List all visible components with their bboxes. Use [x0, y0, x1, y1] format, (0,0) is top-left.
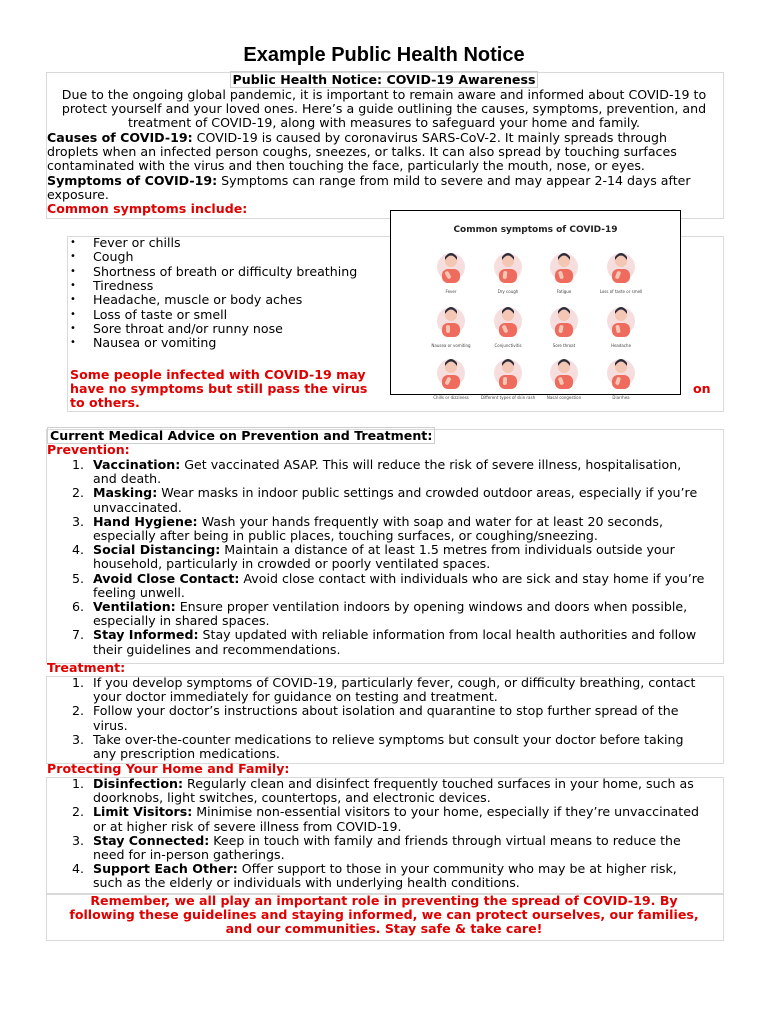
list-item-line: and death.	[93, 471, 162, 487]
infographic-label: Nasal congestion	[546, 395, 582, 400]
person-illustration-icon	[549, 353, 579, 393]
list-item-line: need for in-person gatherings.	[93, 847, 285, 862]
causes-line-2: droplets when an infected person coughs, sneezes, or talks. It can also spread by touching surfaces	[47, 144, 677, 159]
person-illustration-icon	[606, 301, 636, 341]
notice-header-text: Public Health Notice: COVID-19 Awareness	[230, 71, 539, 88]
treatment-label: Treatment:	[47, 660, 126, 675]
symptom-item: Headache, muscle or body aches	[93, 292, 303, 308]
list-item-term: Ventilation:	[93, 599, 176, 614]
list-number: 1.	[71, 776, 84, 791]
common-symptoms-label: Common symptoms include:	[47, 201, 248, 216]
bullet-icon: •	[70, 237, 76, 248]
symptoms-infographic	[390, 210, 681, 400]
list-item-line	[93, 834, 681, 848]
list-number: 2.	[71, 485, 84, 501]
bullet-icon: •	[70, 308, 76, 320]
asymptomatic-note-2: have no symptoms but still pass the virus	[70, 381, 368, 396]
list-item-text: Stay updated with reliable information from local health authorities and follow	[198, 627, 697, 643]
list-item-line: their guidelines and recommendations.	[93, 641, 341, 657]
person-illustration-icon	[493, 301, 523, 341]
list-item-line: especially after being in public places, touching surfaces, or coughing/sneezing.	[93, 528, 598, 543]
closing-line-3: and our communities. Stay safe & take care!	[225, 921, 543, 936]
infographic-label: Nausea or vomiting	[431, 343, 471, 348]
list-number: 6.	[71, 599, 84, 614]
causes-line-3: contaminated with the virus and then touching the face, particularly the mouth, nose, or eyes.	[47, 158, 645, 173]
list-number: 5.	[71, 570, 84, 586]
list-item-line	[93, 458, 681, 472]
bullet-icon: •	[70, 337, 76, 349]
list-item-line	[93, 862, 677, 876]
infographic-label: Different types of skin rash	[480, 395, 536, 400]
intro-line-3: treatment of COVID-19, along with measures to safeguard your home and family.	[127, 115, 641, 130]
list-item-line: doorknobs, light switches, countertops, and electronic devices.	[93, 790, 491, 806]
list-item-line	[93, 600, 687, 614]
causes-text-1: COVID-19 is caused by coronavirus SARS-CoV-2. It mainly spreads through	[192, 130, 667, 145]
infographic-label: Dry cough	[497, 289, 519, 294]
person-illustration-icon	[606, 353, 636, 393]
list-number: 2.	[71, 804, 84, 820]
symptom-item: Loss of taste or smell	[93, 306, 228, 322]
bullet-icon: •	[70, 294, 76, 306]
list-item-line	[93, 628, 696, 642]
list-number: 3.	[71, 731, 84, 747]
closing-line-2: following these guidelines and staying informed, we can protect ourselves, our families,	[69, 907, 699, 922]
bullet-icon: •	[70, 265, 76, 277]
advice-header-text: Current Medical Advice on Prevention and Treatment:	[47, 427, 435, 444]
list-item-line: If you develop symptoms of COVID-19, particularly fever, cough, or difficulty breathing, contact	[93, 675, 696, 690]
symptom-item: Fever or chills	[93, 235, 181, 250]
list-item-text: Maintain a distance of at least 1.5 metres from individuals outside your	[220, 542, 675, 558]
list-item-line: any prescription medications.	[93, 746, 280, 761]
bullet-icon: •	[70, 279, 76, 291]
list-item-line: household, particularly in crowded or poorly ventilated spaces.	[93, 556, 491, 572]
asymptomatic-note-on: on	[693, 381, 711, 396]
list-item-text: Wear masks in indoor public settings and crowded outdoor areas, especially if you’re	[157, 485, 698, 501]
list-number: 1.	[71, 675, 84, 690]
list-number: 2.	[71, 703, 84, 719]
list-item-line: your doctor immediately for guidance on testing and treatment.	[93, 689, 498, 705]
person-illustration-icon	[436, 247, 466, 287]
infographic-label: Fever	[445, 289, 457, 294]
causes-label: Causes of COVID-19:	[47, 130, 193, 145]
list-item-text: Keep in touch with family and friends through virtual means to reduce the	[209, 832, 681, 848]
list-item-text: Get vaccinated ASAP. This will reduce the risk of severe illness, hospitalisation,	[180, 457, 682, 472]
intro-line-2: protect yourself and your loved ones. Here’s a guide outlining the causes, symptoms, prevention, and	[61, 101, 707, 116]
closing-line-1: Remember, we all play an important role in preventing the spread of COVID-19. By	[90, 893, 678, 908]
list-item-text: Minimise non-essential visitors to your home, especially if they’re unvaccinated	[192, 804, 699, 820]
symptom-item: Cough	[93, 249, 134, 265]
symptom-item: Nausea or vomiting	[93, 335, 217, 351]
infographic-label: Headache	[610, 343, 632, 348]
symptom-item: Shortness of breath or difficulty breathing	[93, 263, 358, 279]
list-item-line	[93, 543, 675, 557]
infographic-title: Common symptoms of COVID-19	[453, 225, 618, 235]
list-item-line: unvaccinated.	[93, 499, 182, 515]
list-number: 4.	[71, 542, 84, 558]
person-illustration-icon	[549, 301, 579, 341]
list-item-line	[93, 777, 694, 791]
list-item-line: especially in shared spaces.	[93, 613, 270, 629]
infographic-label: Fatigue	[556, 289, 572, 294]
list-item-line	[93, 572, 704, 586]
notice-header	[46, 73, 722, 87]
list-item-line	[93, 805, 699, 819]
list-item-term: Support Each Other:	[93, 861, 238, 877]
list-item-line: such as the elderly or individuals with underlying health conditions.	[93, 875, 520, 891]
list-number: 1.	[71, 457, 84, 472]
list-number: 3.	[71, 513, 84, 529]
list-number: 7.	[71, 627, 84, 643]
infographic-label: Sore throat	[552, 343, 576, 348]
list-item-line	[93, 486, 697, 500]
list-item-line: Take over-the-counter medications to relieve symptoms but consult your doctor before taking	[93, 731, 684, 747]
list-item-line: feeling unwell.	[93, 584, 185, 600]
asymptomatic-note-1: Some people infected with COVID-19 may	[70, 367, 366, 382]
document-title: Example Public Health Notice	[243, 44, 525, 66]
list-item-line	[93, 515, 663, 529]
list-item-term: Disinfection:	[93, 776, 184, 791]
list-item-text: Avoid close contact with individuals who are sick and stay home if you’re	[239, 570, 705, 586]
infographic-label: Diarrhea	[612, 395, 630, 400]
list-item-term: Masking:	[93, 485, 158, 501]
list-item-line: virus.	[93, 717, 128, 733]
bullet-icon: •	[70, 251, 76, 263]
symptom-item: Sore throat and/or runny nose	[93, 320, 283, 336]
person-illustration-icon	[549, 247, 579, 287]
list-item-text: Wash your hands frequently with soap and water for at least 20 seconds,	[197, 513, 663, 529]
symptoms-line-1	[47, 174, 691, 188]
list-item-term: Vaccination:	[93, 457, 181, 472]
infographic-label: Loss of taste or smell	[599, 289, 643, 294]
list-item-line: or at higher risk of severe illness from COVID-19.	[93, 818, 402, 834]
infographic-label: Conjunctivitis	[494, 343, 522, 348]
person-illustration-icon	[436, 353, 466, 393]
list-item-line: Follow your doctor’s instructions about isolation and quarantine to stop further spread of the	[93, 703, 679, 719]
person-illustration-icon	[493, 247, 523, 287]
list-item-term: Stay Connected:	[93, 832, 210, 848]
symptoms-label: Symptoms of COVID-19:	[47, 173, 218, 188]
list-item-text: Regularly clean and disinfect frequently touched surfaces in your home, such as	[183, 776, 694, 791]
person-illustration-icon	[436, 301, 466, 341]
list-number: 3.	[71, 832, 84, 848]
home-label: Protecting Your Home and Family:	[47, 761, 290, 776]
list-number: 4.	[71, 861, 84, 877]
list-item-term: Stay Informed:	[93, 627, 199, 643]
list-item-text: Ensure proper ventilation indoors by opening windows and doors when possible,	[175, 599, 688, 614]
person-illustration-icon	[606, 247, 636, 287]
symptom-item: Tiredness	[93, 277, 154, 293]
symptoms-line-2: exposure.	[47, 187, 109, 202]
intro-line-1: Due to the ongoing global pandemic, it is important to remain aware and informed about COVID-19 to	[61, 87, 707, 102]
list-item-term: Social Distancing:	[93, 542, 221, 558]
asymptomatic-note-3: to others.	[70, 395, 140, 410]
person-illustration-icon	[493, 353, 523, 393]
infographic-label: Chills or dizziness	[433, 395, 469, 400]
list-item-text: Offer support to those in your community who may be at higher risk,	[237, 861, 677, 877]
list-item-term: Limit Visitors:	[93, 804, 193, 820]
list-item-term: Avoid Close Contact:	[93, 570, 240, 586]
symptoms-text-1: Symptoms can range from mild to severe and may appear 2-14 days after	[217, 173, 691, 188]
list-item-term: Hand Hygiene:	[93, 513, 198, 529]
prevention-label: Prevention:	[47, 442, 130, 457]
bullet-icon: •	[70, 322, 76, 334]
